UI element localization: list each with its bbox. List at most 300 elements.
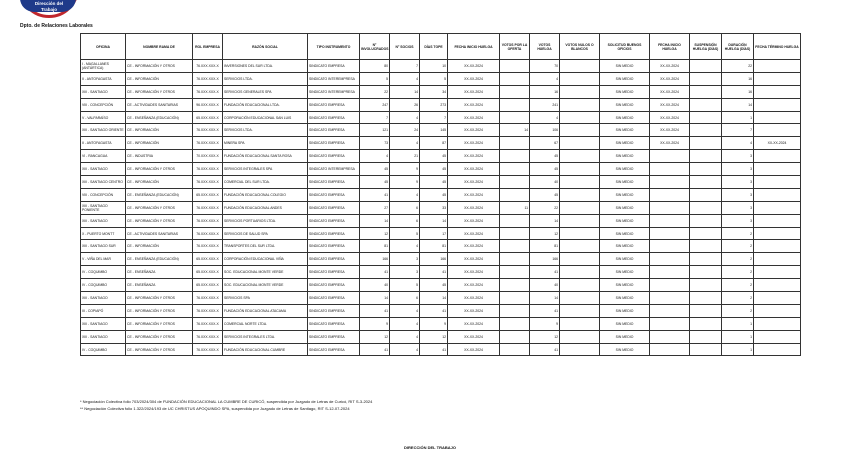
table-cell: 45	[360, 176, 390, 189]
table-row	[81, 240, 801, 253]
table-cell	[754, 279, 801, 292]
table-cell	[754, 330, 801, 343]
table-cell: SINDICATO EMPRESA	[308, 137, 360, 150]
table-cell	[690, 240, 722, 253]
table-cell	[560, 85, 600, 98]
table-cell	[754, 150, 801, 163]
table-cell: 6	[390, 292, 420, 305]
table-row	[81, 292, 801, 305]
table-cell: SIN MEDIO	[600, 279, 650, 292]
table-cell	[754, 85, 801, 98]
table-cell	[754, 72, 801, 85]
table-cell	[560, 240, 600, 253]
table-cell: XX-XX-2024	[448, 85, 500, 98]
table-cell: SIN MEDIO	[600, 98, 650, 111]
table-cell	[650, 343, 690, 356]
table-cell: COMERCIAL NORTE LTDA.	[223, 317, 308, 330]
column-header: FECHA TÉRMINO HUELGA	[754, 34, 801, 60]
table-cell: 4	[390, 72, 420, 85]
table-cell: 2	[722, 227, 754, 240]
table-cell: TRANSPORTES DEL SUR LTDA.	[223, 240, 308, 253]
table-cell: SIN MEDIO	[600, 317, 650, 330]
table-cell: SIN MEDIO	[600, 304, 650, 317]
table-cell: CE - ENSEÑANZA	[126, 279, 193, 292]
table-cell: 166	[420, 253, 448, 266]
table-cell	[560, 317, 600, 330]
table-cell: INVERSIONES DEL SUR LTDA.	[223, 60, 308, 73]
table-cell: XX-XX-2024	[448, 227, 500, 240]
table-cell	[754, 266, 801, 279]
table-cell: 3	[722, 150, 754, 163]
table-cell: XX-XX-2024	[650, 98, 690, 111]
table-cell: 41	[530, 266, 560, 279]
strikes-table	[80, 33, 801, 356]
logo-line-1: Dirección del	[34, 1, 64, 6]
table-cell	[650, 150, 690, 163]
table-cell: SERVICIOS GENERALES SPA	[223, 85, 308, 98]
table-cell: 76.XXX.XXX-X	[193, 343, 223, 356]
table-cell	[690, 343, 722, 356]
table-cell	[754, 214, 801, 227]
table-cell: 7	[360, 111, 390, 124]
table-cell: SIN MEDIO	[600, 124, 650, 137]
table-cell: 2	[722, 253, 754, 266]
table-cell: SINDICATO INTEREMPRESA	[308, 163, 360, 176]
table-cell: XX-XX-2024	[448, 292, 500, 305]
table-cell	[754, 253, 801, 266]
table-row	[81, 137, 801, 150]
table-cell: CE - ENSEÑANZA (EDUCACIÓN)	[126, 111, 193, 124]
table-cell: 40	[530, 176, 560, 189]
table-cell	[690, 201, 722, 214]
table-cell: XX-XX-2024	[448, 60, 500, 73]
table-cell: 76.XXX.XXX-X	[193, 85, 223, 98]
table-cell: 6	[390, 214, 420, 227]
table-cell: 1	[722, 111, 754, 124]
table-cell	[500, 240, 530, 253]
table-cell: XX-XX-2024	[754, 137, 801, 150]
table-cell	[754, 98, 801, 111]
table-cell: SINDICATO EMPRESA	[308, 240, 360, 253]
table-cell	[500, 188, 530, 201]
table-cell: 45	[420, 163, 448, 176]
table-cell: II - ANTOFAGASTA	[81, 72, 126, 85]
table-row	[81, 60, 801, 73]
table-cell: XIII - SANTIAGO	[81, 163, 126, 176]
table-cell: 166	[360, 253, 390, 266]
table-cell: XIII - SANTIAGO ORIENTE	[81, 124, 126, 137]
table-cell	[560, 163, 600, 176]
table-cell: 81	[530, 240, 560, 253]
table-cell	[500, 111, 530, 124]
table-cell: 247	[360, 98, 390, 111]
table-cell	[754, 60, 801, 73]
table-row	[81, 176, 801, 189]
table-cell	[560, 111, 600, 124]
table-cell: 76.XXX.XXX-X	[193, 176, 223, 189]
table-row	[81, 317, 801, 330]
table-cell: 41	[360, 188, 390, 201]
column-header: SOLICITUD BUENOS OFICIOS	[600, 34, 650, 60]
table-cell: SERVICIOS LTDA.	[223, 72, 308, 85]
table-cell: 1	[722, 343, 754, 356]
table-row	[81, 279, 801, 292]
table-cell: 10	[420, 60, 448, 73]
table-row	[81, 98, 801, 111]
table-cell	[690, 60, 722, 73]
table-cell: 14	[420, 214, 448, 227]
table-cell: XIII - SANTIAGO	[81, 317, 126, 330]
table-cell	[560, 176, 600, 189]
table-cell: 41	[360, 343, 390, 356]
footnote-2: ** Negociación Colectiva folio 1.322/2024/193 de UC CHRISTUS APOQUINDO SPA, suspendida por Juzgado de Letras de Santiago, RIT S-12-07-2024	[80, 406, 350, 411]
table-cell: SERVICIOS SPA	[223, 292, 308, 305]
table-cell: 17	[420, 227, 448, 240]
table-row	[81, 188, 801, 201]
table-cell: 76.XXX.XXX-X	[193, 60, 223, 73]
table-cell	[690, 188, 722, 201]
table-cell: CE - INFORMACIÓN Y OTROS	[126, 214, 193, 227]
table-cell	[650, 266, 690, 279]
table-cell: V - VALPARAÍSO	[81, 111, 126, 124]
table-cell: 45	[420, 176, 448, 189]
table-cell: XX-XX-2024	[448, 72, 500, 85]
table-cell: 81	[420, 240, 448, 253]
table-cell	[500, 85, 530, 98]
table-cell: SINDICATO EMPRESA	[308, 60, 360, 73]
table-cell: FUNDACIÓN EDUCACIONAL CUMBRE	[223, 343, 308, 356]
table-cell: IV - COQUIMBO	[81, 279, 126, 292]
table-cell: 9	[420, 317, 448, 330]
table-cell	[500, 227, 530, 240]
table-cell	[560, 201, 600, 214]
table-cell: SERVICIOS LTDA.	[223, 124, 308, 137]
table-cell: XIII - SANTIAGO PONIENTE	[81, 201, 126, 214]
table-cell: 70	[530, 60, 560, 73]
table-cell: XX-XX-2024	[650, 111, 690, 124]
table-cell: SERVICIOS INTEGRALES SPA	[223, 163, 308, 176]
table-cell: 45	[530, 163, 560, 176]
table-cell: CE - ENSEÑANZA	[126, 266, 193, 279]
table-cell: SIN MEDIO	[600, 163, 650, 176]
table-cell	[500, 279, 530, 292]
table-cell	[560, 150, 600, 163]
table-cell: XX-XX-2024	[448, 137, 500, 150]
table-cell: 3	[722, 163, 754, 176]
table-cell: 14	[360, 214, 390, 227]
table-cell: SINDICATO EMPRESA	[308, 201, 360, 214]
table-cell	[500, 292, 530, 305]
table-cell: 2	[722, 279, 754, 292]
table-cell	[754, 292, 801, 305]
table-cell: 7	[722, 124, 754, 137]
table-cell: 3	[390, 253, 420, 266]
table-cell	[650, 292, 690, 305]
table-cell	[650, 304, 690, 317]
column-header: ROL EMPRESA	[193, 34, 223, 60]
table-cell: SIN MEDIO	[600, 150, 650, 163]
table-cell: 4	[390, 330, 420, 343]
table-cell: XX-XX-2024	[448, 124, 500, 137]
table-row	[81, 304, 801, 317]
table-cell: 81	[360, 240, 390, 253]
table-cell: SERVICIOS INTEGRALES LTDA.	[223, 330, 308, 343]
logo-line-2: Trabajo	[40, 7, 57, 12]
table-cell: SINDICATO EMPRESA	[308, 304, 360, 317]
table-cell: SIN MEDIO	[600, 266, 650, 279]
table-cell: 145	[420, 124, 448, 137]
table-cell: SIN MEDIO	[600, 253, 650, 266]
table-cell	[690, 304, 722, 317]
table-row	[81, 343, 801, 356]
table-cell: 3	[722, 188, 754, 201]
table-cell	[754, 124, 801, 137]
column-header: VOTOS NULOS O BLANCOS	[560, 34, 600, 60]
table-cell: SINDICATO INTEREMPRESA	[308, 72, 360, 85]
table-cell: CE - INFORMACIÓN Y OTROS	[126, 330, 193, 343]
table-cell: 16	[530, 85, 560, 98]
table-cell: 45	[530, 188, 560, 201]
table-cell: CE - INFORMACIÓN Y OTROS	[126, 60, 193, 73]
table-cell	[690, 98, 722, 111]
table-row	[81, 85, 801, 98]
table-cell: 76.XXX.XXX-X	[193, 227, 223, 240]
table-row	[81, 72, 801, 85]
table-row	[81, 201, 801, 214]
table-cell	[560, 214, 600, 227]
table-cell: SINDICATO EMPRESA	[308, 98, 360, 111]
table-cell: XIII - SANTIAGO CENTRO	[81, 176, 126, 189]
table-cell: SIN MEDIO	[600, 137, 650, 150]
table-cell: CE - INFORMACIÓN	[126, 72, 193, 85]
table-cell: SIN MEDIO	[600, 72, 650, 85]
table-cell: VIII - CONCEPCIÓN	[81, 188, 126, 201]
table-cell: SIN MEDIO	[600, 111, 650, 124]
table-cell: 65.XXX.XXX-X	[193, 266, 223, 279]
table-cell: 9	[360, 317, 390, 330]
table-cell	[690, 137, 722, 150]
column-header: DÍAS TOPE	[420, 34, 448, 60]
table-cell: 6	[390, 201, 420, 214]
table-cell	[650, 188, 690, 201]
table-cell: CE - INFORMACIÓN Y OTROS	[126, 85, 193, 98]
column-header: NOMBRE RAMA DE	[126, 34, 193, 60]
table-cell: XX-XX-2024	[448, 188, 500, 201]
table-cell: 41	[530, 304, 560, 317]
table-cell: 2	[722, 240, 754, 253]
table-cell: SIN MEDIO	[600, 227, 650, 240]
table-cell: CORPORACIÓN EDUCACIONAL VIÑA	[223, 253, 308, 266]
table-cell: 24	[390, 124, 420, 137]
table-cell	[560, 343, 600, 356]
table-cell: SINDICATO EMPRESA	[308, 124, 360, 137]
column-header: SUSPENSIÓN HUELGA (DÍAS)	[690, 34, 722, 60]
table-cell: 76.XXX.XXX-X	[193, 240, 223, 253]
table-cell: 14	[420, 292, 448, 305]
column-header: VOTOS POR LA OFERTA	[500, 34, 530, 60]
table-cell: XX-XX-2024	[448, 279, 500, 292]
table-cell: 3	[722, 214, 754, 227]
table-cell	[500, 150, 530, 163]
table-cell: 76.XXX.XXX-X	[193, 137, 223, 150]
table-cell: SINDICATO EMPRESA	[308, 279, 360, 292]
table-cell: 4	[722, 137, 754, 150]
table-cell: XX-XX-2024	[448, 240, 500, 253]
table-cell: 5	[420, 72, 448, 85]
table-cell	[754, 111, 801, 124]
table-cell: 26	[390, 98, 420, 111]
table-cell: XX-XX-2024	[650, 60, 690, 73]
table-cell: 34	[420, 85, 448, 98]
column-header: FECHA INICIO HUELGA	[448, 34, 500, 60]
table-cell	[500, 330, 530, 343]
table-cell: 27	[360, 201, 390, 214]
table-cell: SIN MEDIO	[600, 85, 650, 98]
table-cell: 4	[390, 111, 420, 124]
table-cell: 76.XXX.XXX-X	[193, 72, 223, 85]
table-cell	[690, 72, 722, 85]
table-cell: CE - INDUSTRIA	[126, 150, 193, 163]
table-cell	[690, 214, 722, 227]
table-cell	[690, 292, 722, 305]
table-cell: 76.XXX.XXX-X	[193, 201, 223, 214]
table-cell: 70.XXX.XXX-X	[193, 150, 223, 163]
table-cell: CE - INFORMACIÓN	[126, 176, 193, 189]
table-cell: 3	[722, 201, 754, 214]
table-cell	[500, 137, 530, 150]
table-cell: 45	[420, 150, 448, 163]
table-cell: XX-XX-2024	[448, 98, 500, 111]
column-header: N° SOCIOS	[390, 34, 420, 60]
table-cell: XIII - SANTIAGO	[81, 85, 126, 98]
table-cell: FUNDACIÓN EDUCACIONAL COLEGIO	[223, 188, 308, 201]
table-cell: IV - COQUIMBO	[81, 343, 126, 356]
table-cell: 14	[530, 214, 560, 227]
table-cell: 4	[390, 188, 420, 201]
table-cell	[690, 150, 722, 163]
table-cell	[754, 317, 801, 330]
table-cell: SIN MEDIO	[600, 214, 650, 227]
table-cell: XX-XX-2024	[448, 343, 500, 356]
table-cell: 11	[500, 201, 530, 214]
table-cell: 241	[530, 98, 560, 111]
table-cell	[650, 317, 690, 330]
column-header: N° INVOLUCRADOS	[360, 34, 390, 60]
table-cell	[650, 240, 690, 253]
table-cell: CE - ENSEÑANZA (EDUCACIÓN)	[126, 188, 193, 201]
table-cell: SIN MEDIO	[600, 330, 650, 343]
table-cell	[754, 304, 801, 317]
table-cell: MINERA SPA	[223, 137, 308, 150]
table-cell	[560, 188, 600, 201]
table-cell: 22	[530, 201, 560, 214]
table-body	[81, 60, 801, 356]
table-cell	[500, 98, 530, 111]
column-header: DURACIÓN HUELGA (DÍAS)	[722, 34, 754, 60]
table-cell: 14	[530, 292, 560, 305]
table-cell: 4	[390, 317, 420, 330]
table-cell	[650, 201, 690, 214]
table-cell: 41	[420, 343, 448, 356]
table-cell: XX-XX-2024	[448, 163, 500, 176]
table-cell: XX-XX-2024	[448, 176, 500, 189]
table-cell: 80	[360, 60, 390, 73]
table-cell: CE - ACTIVIDADES SANITARIAS	[126, 98, 193, 111]
table-cell: 41	[360, 266, 390, 279]
table-cell: 41	[360, 304, 390, 317]
table-cell: SOC. EDUCACIONAL MONTE VERDE	[223, 279, 308, 292]
table-cell	[690, 266, 722, 279]
table-cell	[560, 72, 600, 85]
table-header-row	[81, 34, 801, 60]
table-cell	[560, 266, 600, 279]
table-cell: XX-XX-2024	[448, 201, 500, 214]
table-cell: SIN MEDIO	[600, 343, 650, 356]
table-cell	[650, 163, 690, 176]
table-cell: 22	[360, 85, 390, 98]
table-cell	[690, 163, 722, 176]
table-cell: SINDICATO EMPRESA	[308, 188, 360, 201]
table-cell: 7	[390, 60, 420, 73]
table-cell: 4	[530, 111, 560, 124]
table-cell: X - PUERTO MONTT	[81, 227, 126, 240]
table-cell	[500, 304, 530, 317]
table-cell	[500, 176, 530, 189]
table-cell	[754, 240, 801, 253]
table-cell: SINDICATO INTEREMPRESA	[308, 85, 360, 98]
table-cell: XX-XX-2024	[448, 304, 500, 317]
column-header: TIPO INSTRUMENTO	[308, 34, 360, 60]
table-cell	[754, 227, 801, 240]
table-cell: 45	[530, 150, 560, 163]
table-cell: 4	[390, 240, 420, 253]
table-cell: SINDICATO EMPRESA	[308, 253, 360, 266]
table-cell: 2	[722, 292, 754, 305]
table-cell	[500, 163, 530, 176]
table-cell: III - COPIAPÓ	[81, 304, 126, 317]
table-cell: 76.XXX.XXX-X	[193, 124, 223, 137]
table-cell: XX-XX-2024	[448, 150, 500, 163]
table-cell: 40	[530, 279, 560, 292]
table-cell: CE - INFORMACIÓN Y OTROS	[126, 163, 193, 176]
table-cell: 12	[530, 330, 560, 343]
table-cell: 4	[390, 137, 420, 150]
table-cell: 65.XXX.XXX-X	[193, 253, 223, 266]
table-cell: SIN MEDIO	[600, 188, 650, 201]
table-cell: SERVICIOS DE SALUD SPA	[223, 227, 308, 240]
table-cell: 76.XXX.XXX-X	[193, 330, 223, 343]
table-cell	[560, 60, 600, 73]
page-footer: DIRECCIÓN DEL TRABAJO	[404, 445, 456, 450]
table-cell: SERVICIOS PORTUARIOS LTDA.	[223, 214, 308, 227]
table-cell	[690, 176, 722, 189]
table-cell: CE - INFORMACIÓN	[126, 124, 193, 137]
table-cell: CE - INFORMACIÓN Y OTROS	[126, 317, 193, 330]
table-cell	[560, 253, 600, 266]
table-cell: CE - INFORMACIÓN Y OTROS	[126, 304, 193, 317]
table-cell: 45	[360, 163, 390, 176]
table-cell: 121	[360, 124, 390, 137]
table-cell: 273	[420, 98, 448, 111]
table-row	[81, 253, 801, 266]
table-cell: SINDICATO EMPRESA	[308, 266, 360, 279]
table-cell: 67	[530, 137, 560, 150]
table-cell	[650, 253, 690, 266]
table-cell	[650, 214, 690, 227]
table-cell: 2	[722, 304, 754, 317]
table-cell: SINDICATO EMPRESA	[308, 111, 360, 124]
table-cell: SOC. EDUCACIONAL MONTE VERDE	[223, 266, 308, 279]
